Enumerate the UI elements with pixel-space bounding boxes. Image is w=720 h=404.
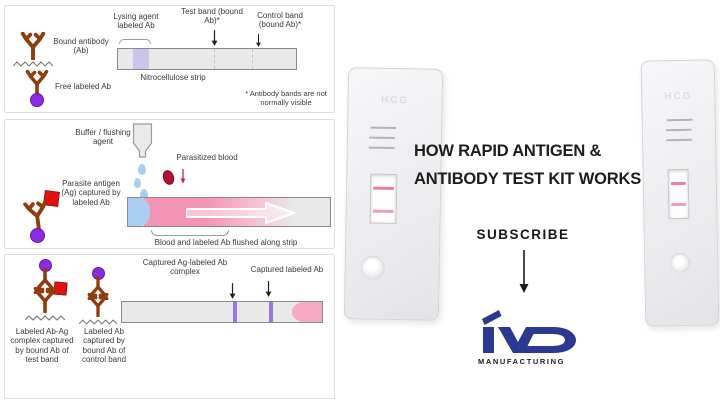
sample-well bbox=[670, 253, 690, 273]
test-band-line bbox=[233, 302, 237, 322]
cassette-embossed-text: HCG bbox=[380, 94, 410, 107]
antibody-bands-note: * Antibody bands are not normally visible bbox=[245, 89, 327, 107]
captured-ab-label: Captured labeled Ab bbox=[250, 265, 324, 274]
buffer-drop-icon bbox=[134, 178, 141, 188]
lysing-agent-label: Lysing agent labeled Ab bbox=[113, 12, 159, 31]
membrane-zigzag-icon bbox=[13, 61, 53, 67]
cassette-result-window bbox=[668, 169, 690, 219]
control-line bbox=[671, 182, 686, 185]
control-band-complex-icon bbox=[79, 267, 121, 327]
test-band-position bbox=[214, 49, 215, 69]
buffer-region bbox=[128, 198, 150, 226]
page-title bbox=[414, 137, 664, 193]
bound-antibody-icon bbox=[13, 32, 53, 72]
nitrocellulose-strip-label: Nitrocellulose strip bbox=[140, 73, 206, 82]
blood-drop-icon bbox=[161, 169, 176, 187]
free-labeled-ab-label: Free labeled Ab bbox=[54, 82, 112, 91]
cassette-mark-line bbox=[667, 119, 693, 121]
buffer-bottle-icon bbox=[129, 123, 156, 163]
test-band-complex-label: Labeled Ab-Ag complex captured by bound Ab of test band bbox=[10, 327, 74, 365]
buffer-drop-icon bbox=[138, 164, 146, 175]
title-line-2: ANTIBODY TEST KIT WORKS bbox=[414, 170, 642, 188]
purple-label-dot bbox=[30, 93, 44, 107]
captured-complex-label: Captured Ag-labeled Ab complex bbox=[142, 258, 228, 277]
flush-brace bbox=[151, 230, 229, 236]
membrane-zigzag-icon bbox=[25, 315, 65, 321]
ivd-logo-caption: MANUFACTURING bbox=[478, 357, 566, 366]
parasitized-blood-label: Parasitized blood bbox=[176, 153, 238, 162]
antigen-captured-label: Parasite antigen (Ag) captured by labeled Ab bbox=[61, 179, 121, 207]
subscribe-arrow-icon bbox=[518, 250, 530, 294]
cassette-mark-line bbox=[369, 147, 395, 149]
cassette-mark-line bbox=[369, 137, 395, 139]
ivd-logo bbox=[477, 309, 589, 375]
test-line bbox=[373, 210, 394, 213]
unbound-label-front bbox=[292, 302, 322, 322]
test-line bbox=[671, 203, 686, 206]
subscribe-label[interactable]: SUBSCRIBE bbox=[476, 227, 570, 242]
free-labeled-ab-icon bbox=[17, 70, 57, 114]
captured-ab-arrow-icon bbox=[265, 279, 272, 299]
blood-arrow-icon bbox=[180, 169, 186, 184]
sample-well bbox=[361, 255, 385, 279]
nitrocellulose-strip bbox=[117, 48, 297, 70]
cassette-mark-line bbox=[666, 139, 692, 141]
panel-strip-anatomy bbox=[4, 5, 335, 113]
control-band-arrow-icon bbox=[255, 34, 262, 47]
panel-sample-flow bbox=[4, 119, 335, 249]
membrane-zigzag-icon bbox=[79, 319, 117, 325]
title-line-1: HOW RAPID ANTIGEN & bbox=[414, 142, 602, 160]
test-cassette-left bbox=[344, 67, 443, 321]
lysing-brace bbox=[119, 39, 151, 44]
flushed-strip bbox=[127, 197, 331, 227]
control-band-label: Control band (bound Ab)* bbox=[257, 11, 303, 30]
test-band-complex-icon bbox=[23, 259, 71, 327]
control-band-position bbox=[252, 49, 253, 69]
control-band-complex-label: Labeled Ab captured by bound Ab of control band bbox=[81, 327, 127, 365]
cassette-embossed-text: HCG bbox=[664, 90, 693, 103]
flush-label: Blood and labeled Ab flushed along strip bbox=[154, 238, 298, 247]
flow-arrow-icon bbox=[186, 202, 298, 224]
purple-label-dot bbox=[30, 228, 45, 243]
result-strip bbox=[121, 301, 323, 323]
captured-complex-arrow-icon bbox=[229, 283, 236, 299]
cassette-mark-line bbox=[370, 127, 396, 129]
cassette-result-window bbox=[369, 174, 397, 224]
cassette-mark-line bbox=[666, 129, 692, 131]
test-cassette-right bbox=[641, 59, 720, 326]
panel-result-bands bbox=[4, 254, 335, 399]
bound-antibody-label: Bound antibody (Ab) bbox=[53, 37, 109, 56]
control-band-line bbox=[269, 302, 273, 322]
control-line bbox=[373, 187, 394, 190]
antigen-captured-icon bbox=[17, 191, 65, 247]
test-band-arrow-icon bbox=[211, 30, 218, 46]
lysing-band bbox=[133, 49, 149, 69]
test-band-label: Test band (bound Ab)* bbox=[181, 7, 243, 26]
ivd-logo-mark bbox=[477, 309, 585, 355]
buffer-label: Buffer / flushing agent bbox=[75, 128, 131, 147]
